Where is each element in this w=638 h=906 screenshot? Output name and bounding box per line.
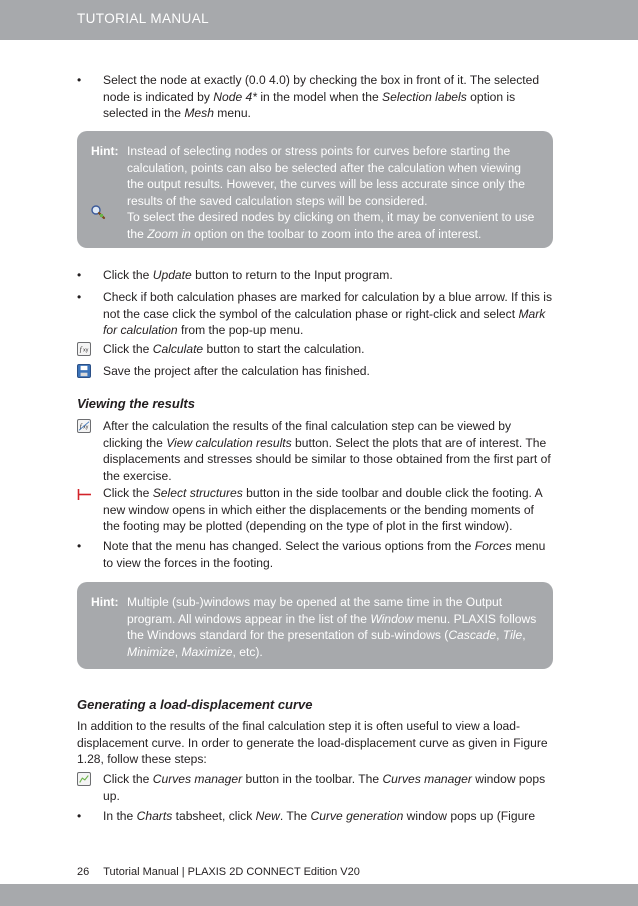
item-text: After the calculation the results of the final calculation step can be viewed by clicking the View calculation results button. Select the plots that are of interest. The displacements and stresses should be similar to those obtained from the first part of the exercise. <box>103 419 551 483</box>
item-text: Click the Curves manager button in the toolbar. The Curves manager window pops up. <box>103 772 546 803</box>
page-header <box>0 0 638 40</box>
bullet: • <box>77 268 82 282</box>
hint-box <box>77 582 553 669</box>
section-heading: Viewing the results <box>77 396 195 411</box>
hint-label: Hint: <box>91 144 119 158</box>
item-text: Click the Select structures button in the side toolbar and double click the footing. A new window opens in which either the displacements or the bending moments of the footing may be plotted (depending on the type of plot in the first window). <box>103 486 543 534</box>
item-text: Click the Update button to return to the Input program. <box>103 268 393 282</box>
bullet: • <box>77 809 82 823</box>
page-number: 26 <box>77 866 90 878</box>
hint-box <box>77 131 553 248</box>
hint-label: Hint: <box>91 595 119 609</box>
hint-text: Multiple (sub-)windows may be opened at the same time in the Output program. All windows appear in the list of the Window menu. PLAXIS follows the Windows standard for the presentation of sub-windows (Cascade, Tile, Minimize, Maximize, etc). <box>127 595 537 659</box>
bullet: • <box>77 73 82 87</box>
svg-text:f: f <box>79 346 82 354</box>
bullet: • <box>77 539 82 553</box>
zoom-in-icon <box>90 204 106 220</box>
select-structures-icon <box>77 487 93 501</box>
view-results-icon <box>77 419 91 433</box>
item-text: Save the project after the calculation has finished. <box>103 364 370 378</box>
svg-text:f: f <box>79 423 82 431</box>
svg-text:xy: xy <box>83 347 89 354</box>
item-text: Note that the menu has changed. Select the various options from the Forces menu to view the forces in the footing. <box>103 539 546 570</box>
curves-manager-icon <box>77 772 91 786</box>
footer-bar <box>0 884 638 906</box>
save-icon <box>77 364 91 378</box>
page-footer <box>77 865 360 879</box>
item-text: In the Charts tabsheet, click New. The Curve generation window pops up (Figure <box>103 809 536 823</box>
paragraph: In addition to the results of the final calculation step it is often useful to view a load-displacement curve. In order to generate the load-displacement curve as given in Figure 1.28, follow these steps: <box>77 719 548 767</box>
bullet: • <box>77 290 82 304</box>
svg-text:xy: xy <box>83 424 89 431</box>
header-title: TUTORIAL MANUAL <box>77 11 210 26</box>
item-text: Select the node at exactly (0.0 4.0) by checking the box in front of it. The selected node is indicated by Node 4* in the model when the Selection labels option is selected in the Mesh menu. <box>103 73 540 121</box>
footer-title: Tutorial Manual | PLAXIS 2D CONNECT Edition V20 <box>103 866 360 878</box>
calculate-icon <box>77 342 91 356</box>
item-text: Check if both calculation phases are marked for calculation by a blue arrow. If this is not the case click the symbol of the calculation phase or right-click and select Mark for calculation from the pop-up menu. <box>103 290 553 338</box>
item-text: Click the Calculate button to start the calculation. <box>103 342 365 356</box>
hint-text: Instead of selecting nodes or stress points for curves before starting the calculation, points can also be selected after the calculation when viewing the output results. However, the curves will be less accurate since only the results of the saved calculation steps will be considered. To select the desired nodes by clicking on them, it may be convenient to use the Zoom in option on the toolbar to zoom into the area of interest. <box>127 144 535 241</box>
section-heading: Generating a load-displacement curve <box>77 697 313 712</box>
